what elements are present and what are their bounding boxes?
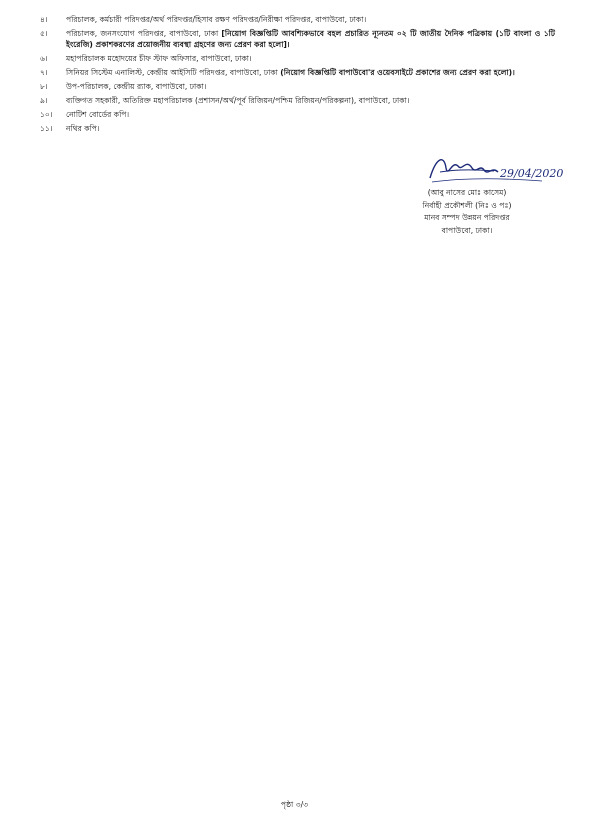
item-number: ৬। bbox=[40, 54, 48, 63]
item-bold-note: [নিয়োগ বিজ্ঞপ্তিটি আবশ্যিকভাবে বহল প্রচারিত ন্যূনতম ০২ টি জাতীয় দৈনিক পত্রিকায় (১টি বাংলা ও ১টি ইংরেজি) প্রকাশকরণের প্রয়োজনীয় ব্যবস্থা গ্রহণের জন্য প্রেরণ করা হলো]। bbox=[66, 29, 555, 49]
list-item bbox=[40, 95, 555, 106]
item-bold-note: (নিয়োগ বিজ্ঞপ্তিটি বাপাউবো'র ওয়েবসাইটে প্রকাশের জন্য প্রেরণ করা হলো)। bbox=[280, 68, 515, 77]
item-text: সিনিয়র সিস্টেম এনালিস্ট, কেন্দ্রীয় আইসিটি পরিদপ্তর, বাপাউবো, ঢাকা (নিয়োগ বিজ্ঞপ্তিটি বাপাউবো'র ওয়েবসাইটে প্রকাশের জন্য প্রেরণ করা হলো)। bbox=[66, 68, 515, 77]
item-text: পরিচালক, কর্মচারী পরিদপ্তর/অর্থ পরিদপ্তর/হিসাব রক্ষণ পরিদপ্তর/নিরীক্ষা পরিদপ্তর, বাপাউবো, ঢাকা। bbox=[66, 15, 367, 24]
list-item bbox=[40, 53, 555, 64]
list-item bbox=[40, 67, 555, 78]
distribution-list bbox=[40, 14, 555, 137]
item-number: ৭। bbox=[40, 68, 48, 77]
signatory-designation: নির্বাহী প্রকৌশলী (নিঃ ও পঃ) bbox=[422, 200, 512, 210]
list-item bbox=[40, 109, 555, 120]
signatory-office: বাপাউবো, ঢাকা। bbox=[441, 225, 493, 235]
item-text: উপ-পরিচালক, কেন্দ্রীয় র‍্যাক, বাপাউবো, ঢাকা। bbox=[66, 82, 207, 91]
signature-block bbox=[392, 187, 542, 237]
list-item bbox=[40, 81, 555, 92]
item-number: ৫। bbox=[40, 29, 48, 38]
item-text: নোটিশ বোর্ডের কপি। bbox=[66, 110, 130, 119]
item-text: মহাপরিচালক মহোদয়ের চীফ স্টাফ অফিসার, বাপাউবো, ঢাকা। bbox=[66, 54, 252, 63]
item-text: ব্যক্তিগত সহকারী, অতিরিক্ত মহাপরিচালক (প্রশাসন/অর্থ/পূর্ব রিজিয়ন/পশ্চিম রিজিয়ন/পরিকল্পনা), বাপাউবো, ঢাকা। bbox=[66, 96, 410, 105]
item-number: ৪। bbox=[40, 15, 48, 24]
item-text: পরিচালক, জনসংযোগ পরিদপ্তর, বাপাউবো, ঢাকা [নিয়োগ বিজ্ঞপ্তিটি আবশ্যিকভাবে বহল প্রচারিত ন্যূনতম ০২ টি জাতীয় দৈনিক পত্রিকায় (১টি বাংলা ও ১টি ইংরেজি) প্রকাশকরণের প্রয়োজনীয় ব্যবস্থা গ্রহণের জন্য প্রেরণ করা হলো]। bbox=[66, 29, 555, 49]
signatory-department: মানব সম্পদ উন্নয়ন পরিদপ্তর bbox=[424, 213, 510, 222]
item-number: ১০। bbox=[40, 110, 53, 119]
list-item bbox=[40, 14, 555, 25]
item-text: নথির কপি। bbox=[66, 124, 100, 133]
signature-date: 29/04/2020 bbox=[500, 167, 564, 180]
item-number: ১১। bbox=[40, 124, 53, 133]
item-number: ৯। bbox=[40, 96, 48, 105]
signatory-name: (আবু নাসের মোঃ কাসেম) bbox=[427, 188, 507, 197]
list-item bbox=[40, 123, 555, 134]
page-number: পৃষ্ঠা ৩/৩ bbox=[280, 800, 309, 809]
list-item bbox=[40, 28, 555, 50]
item-number: ৮। bbox=[40, 82, 48, 91]
